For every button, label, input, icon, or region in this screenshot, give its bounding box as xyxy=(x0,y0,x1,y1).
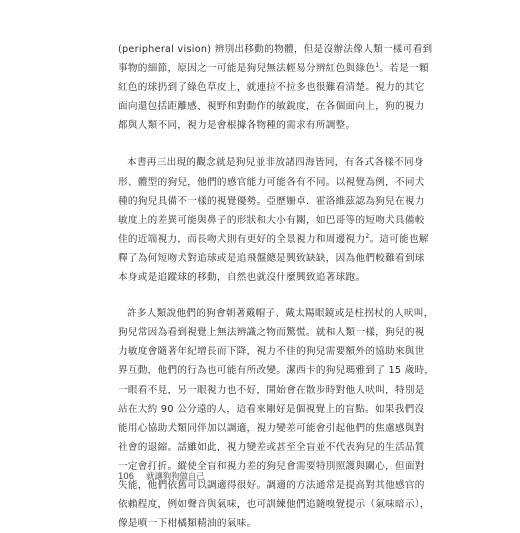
text-line: 都與人類不同，視力是會根據各物種的需求有所調整。 xyxy=(118,120,356,132)
text-line: 釋了為何短吻犬對追球或是追飛盤總是興致缺缺，因為他們較難看到球 xyxy=(118,252,425,264)
page-number: 106 xyxy=(118,471,134,481)
page-footer xyxy=(118,470,205,482)
text-line: 失能，他們依舊可以調適得很好。調適的方法通常是提高對其他感官的 xyxy=(118,479,425,491)
paragraph-2 xyxy=(118,153,429,287)
text-line: 紅色的球扔到了綠色草皮上，就連拉不拉多也很難看清楚。視力的其它 xyxy=(118,82,425,94)
text-line: 站在大約 90 公分遠的人，這看來剛好是個視覺上的盲點。如果我們沒 xyxy=(118,403,425,415)
text-line: 本書再三出現的觀念就是狗兒並非放諸四海皆同，有各式各樣不同身 xyxy=(127,157,424,169)
text-line: 力敏度會隨著年紀增長而下降，視力不佳的狗兒需要額外的協助來與世 xyxy=(118,346,425,358)
text-line: 界互動，他們的行為也可能有所改變。潔西卡的狗兒瑪雅到了 15 歲時， xyxy=(118,365,435,377)
footnote-marker[interactable]: 1 xyxy=(375,61,380,69)
text-segment: 事物的細節，原因之一可能是狗兒無法輕易分辨紅色與綠色 xyxy=(118,63,376,75)
text-line: 許多人類說他們的狗會朝著戴帽子、戴太陽眼鏡或是柱拐杖的人吠叫， xyxy=(127,308,434,320)
text-line: 能用心協助犬類同伴加以調適，視力變差可能會引起他們的焦慮感與對 xyxy=(118,422,425,434)
paragraph-spacer xyxy=(118,287,422,304)
text-line: 社會的退縮。話雖如此，視力變差或甚至全盲並不代表狗兒的生活品質 xyxy=(118,441,425,453)
body-text xyxy=(118,40,435,533)
text-line: 面向還包括距離感、視野和對動作的敏銳度，在各個面向上，狗的視力 xyxy=(118,101,425,113)
text-line xyxy=(118,59,429,78)
text-line: (peripheral vision) 辨別出移動的物體，但是沒辦法像人類一樣可看到 xyxy=(118,44,433,55)
text-line: 本身或是追蹤球的移動，自然也就沒什麼興致追著球跑。 xyxy=(118,272,366,284)
text-line: 像是噴一下柑橘類精油的氣味。 xyxy=(118,518,257,530)
text-line xyxy=(118,230,429,249)
text-line: 一定會打折。縱使全盲和視力差的狗兒會需要特別照護與關心，但面對 xyxy=(118,460,425,472)
text-segment: 。這可能也解 xyxy=(369,233,429,245)
paragraph-1 xyxy=(118,40,433,135)
text-segment: 。若是一顆 xyxy=(379,63,429,75)
footnote-marker[interactable]: 2 xyxy=(365,232,370,240)
text-line: 依賴程度，例如聲音與氣味，也可訓練他們追隨嗅覺提示（氣味暗示）， xyxy=(118,499,430,511)
paragraph-3 xyxy=(118,304,435,533)
text-line: 形、體型的狗兒，他們的感官能力可能各有不同。以視覺為例，不同犬 xyxy=(118,176,425,188)
text-segment: 佳的近端視力，而長吻犬則有更好的全景視力和周邊視力 xyxy=(118,233,366,245)
running-title: 就讓狗狗做自己 xyxy=(146,471,205,481)
text-line: 一眼看不見，另一眼視力也不好，開始會在散步時對他人吠叫，特別是 xyxy=(118,384,425,396)
paragraph-spacer xyxy=(118,135,422,153)
text-line: 種的狗兒具備不一樣的視覺優勢。亞歷姍卓．霍洛維茲認為狗兒在視力 xyxy=(118,195,425,207)
text-line: 狗兒常因為看到視覺上無法辨識之物而驚慌。就和人類一樣，狗兒的視 xyxy=(118,327,425,339)
text-line: 敏度上的差異可能與鼻子的形狀和大小有關，如巴哥等的短吻犬具備較 xyxy=(118,214,425,226)
